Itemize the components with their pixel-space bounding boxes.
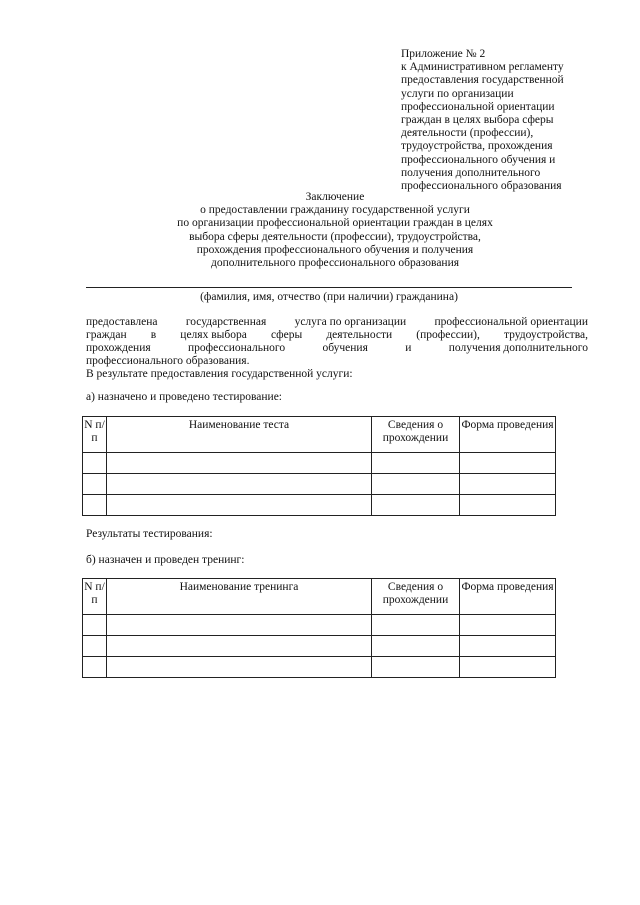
appendix-line: Приложение № 2 [401,48,486,60]
column-header-form: Форма проведения [460,579,556,615]
table-cell [83,453,107,474]
column-header-name: Наименование тренинга [107,579,372,615]
table-cell [460,615,556,636]
table-cell [372,636,460,657]
appendix-line: получения дополнительного [401,166,541,179]
table-cell [372,453,460,474]
title-line: по организации профессиональной ориентации граждан в целях [177,217,493,230]
appendix-line: к Административном регламенту [401,61,564,74]
table-cell [107,615,372,636]
body-word: и [405,342,412,354]
body-word: услуга по организации [294,316,407,328]
training-table [82,578,556,678]
column-header-completion: Сведения о прохождении [372,579,460,615]
appendix-line: предоставления государственной [401,74,564,87]
table-cell [107,657,372,678]
title-line: прохождения профессионального обучения и получения [196,243,474,256]
table-row [83,474,556,495]
body-word: в [150,329,157,341]
column-header-number: N п/п [83,417,107,453]
table-row [83,495,556,516]
appendix-line: профессиональной ориентации [401,100,555,113]
table-header-row [83,579,556,615]
body-word: деятельности [326,329,393,341]
table-cell [83,474,107,495]
table-cell [107,636,372,657]
table-row [83,615,556,636]
appendix-line: профессионального обучения и [401,153,556,166]
table-cell [83,615,107,636]
body-word: обучения [322,342,368,354]
title-line: дополнительного профессионального образования [210,257,460,270]
appendix-line: деятельности (профессии), [401,127,534,140]
body-word: граждан [86,329,127,341]
table-row [83,657,556,678]
appendix-line: услуги по организации [401,87,514,100]
body-word: (профессии), [416,329,480,341]
body-line-4: профессионального образования. [86,355,250,367]
body-line-2 [86,329,588,342]
title-line: о предоставлении гражданину государственной услуги [200,204,470,217]
table-cell [107,474,372,495]
body-word: получения дополнительного [448,342,588,354]
table-header-row [83,417,556,453]
body-word: прохождения [86,342,151,354]
table-cell [107,495,372,516]
table-cell [372,615,460,636]
body-word: трудоустройства, [503,329,588,341]
test-results-label: Результаты тестирования: [86,528,213,540]
title-line: выбора сферы деятельности (профессии), трудоустройства, [189,230,481,243]
table-cell [460,657,556,678]
table-cell [460,474,556,495]
body-word: предоставлена [86,316,158,328]
column-header-number: N п/п [83,579,107,615]
table-row [83,453,556,474]
body-line-1 [86,316,588,329]
document-title [150,191,520,270]
section-b-label: б) назначен и проведен тренинг: [86,554,245,566]
testing-table [82,416,556,516]
body-word: целях выбора [180,329,247,341]
table-cell [372,495,460,516]
body-word: профессионального [188,342,286,354]
appendix-line: граждан в целях выбора сферы [401,114,554,127]
table-cell [83,495,107,516]
column-header-name: Наименование теста [107,417,372,453]
table-cell [83,636,107,657]
appendix-header [401,48,591,193]
table-cell [372,657,460,678]
body-line-3 [86,342,588,355]
table-cell [372,474,460,495]
table-cell [460,453,556,474]
appendix-line: трудоустройства, прохождения [401,140,553,153]
body-word: профессиональной ориентации [434,316,588,328]
body-word: сферы [270,329,303,341]
table-row [83,636,556,657]
column-header-form: Форма проведения [460,417,556,453]
table-cell [460,636,556,657]
appendix-line: профессионального образования [401,180,562,193]
section-a-label: а) назначено и проведено тестирование: [86,391,282,403]
column-header-completion: Сведения о прохождении [372,417,460,453]
title-line: Заключение [305,191,365,203]
citizen-name-caption: (фамилия, имя, отчество (при наличии) гражданина) [200,291,458,303]
table-cell [107,453,372,474]
body-line-5: В результате предоставления государственной услуги: [86,368,353,380]
body-word: государственная [185,316,267,328]
table-cell [83,657,107,678]
table-cell [460,495,556,516]
citizen-name-blank-line [86,287,572,288]
